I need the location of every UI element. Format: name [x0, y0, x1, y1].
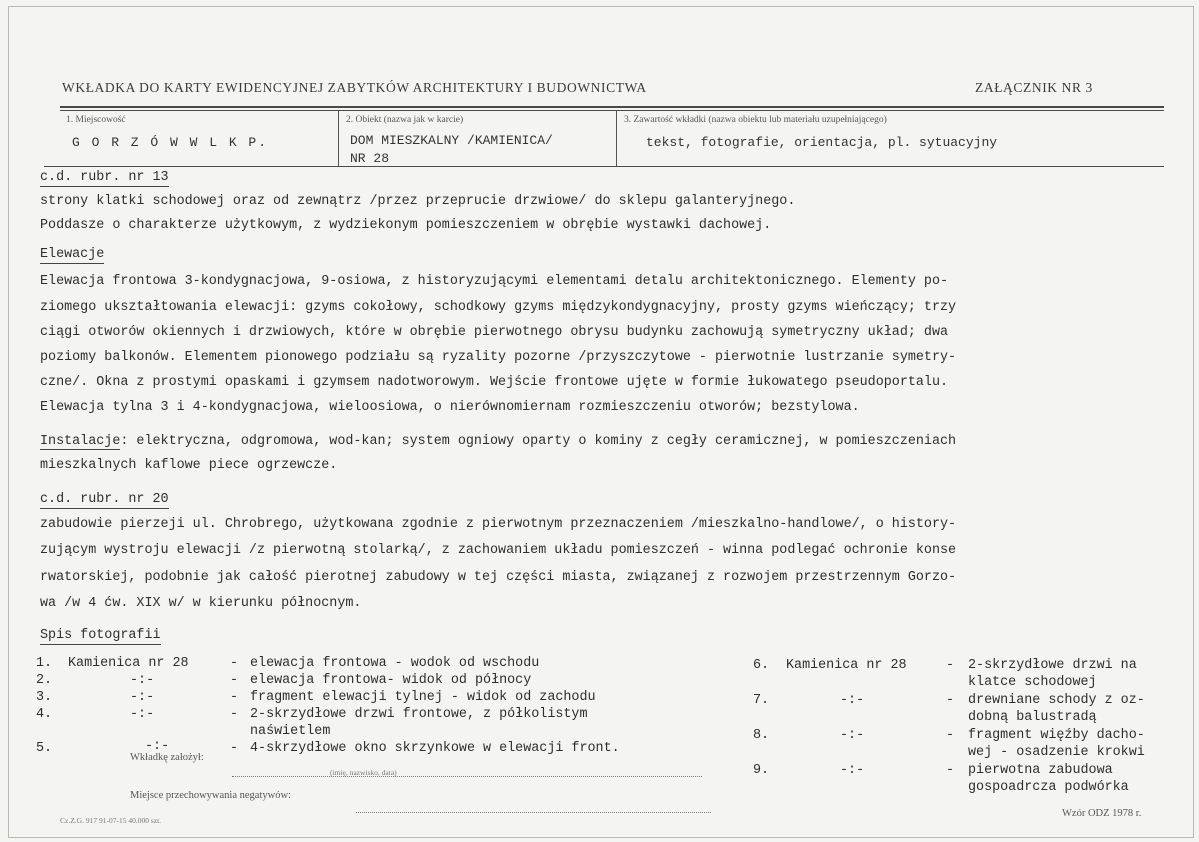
contents-label: 3. Zawartość wkładki (nazwa obiektu lub materiału uzupełniającego) — [624, 115, 887, 125]
instalacje-text: : elektryczna, odgromowa, wod-kan; system ogniowy oparty o kominy z cegły ceramicznej, w pomieszczeniach — [120, 434, 957, 449]
cd13-line-1: strony klatki schodowej oraz od zewnątrz /przez przeprucie drzwiowe/ do sklepu galanteryjnego. — [40, 194, 796, 209]
location-label: 1. Miejscowość — [66, 115, 126, 125]
photo-desc-cont: dobną balustradą — [968, 710, 1097, 725]
header-rule-top-thin — [60, 110, 1164, 111]
elewacje-line-5: czne/. Okna z prostymi opaskami i gzymsem nadotworowym. Wejście frontowe ujęte w formie łukowatego pseudoportalu. — [40, 375, 949, 390]
made-by-line — [232, 775, 702, 777]
photo-object: Kamienica nr 28 — [68, 656, 189, 671]
object-value-line1: DOM MIESZKALNY /KAMIENICA/ — [350, 133, 553, 148]
photo-desc: fragment elewacji tylnej - widok od zachodu — [250, 690, 596, 705]
photo-dash: - — [230, 673, 239, 688]
photo-desc-cont: klatce schodowej — [968, 675, 1097, 690]
section-cd-13: c.d. rubr. nr 13 — [40, 170, 169, 185]
print-code: Cz.Z.G. 917 91-07-15 40.000 szt. — [60, 816, 162, 825]
cd20-line-4: wa /w 4 ćw. XIX w/ w kierunku północnym. — [40, 596, 362, 611]
photo-object: Kamienica nr 28 — [786, 658, 907, 673]
photo-dash: - — [946, 728, 955, 743]
cd20-line-3: rwatorskiej, podobnie jak całość pierotnej zabudowy w tej części miasta, związanej z rozwojem przestrzennym Gorzo- — [40, 570, 957, 585]
negatives-line — [356, 811, 711, 813]
photo-object: -:- — [130, 707, 155, 722]
elewacje-line-1: Elewacja frontowa 3-kondygnacjowa, 9-osiowa, z historyzującymi elementami detalu architektonicznego. Elementy po- — [40, 274, 949, 289]
photo-num: 2. — [36, 673, 53, 688]
photo-desc: pierwotna zabudowa — [968, 763, 1113, 778]
elewacje-line-2: ziomego ukształtowania elewacji: gzyms cokołowy, schodkowy gzyms międzykondygnacyjny, prosty gzyms wieńczący; trzy — [40, 300, 957, 315]
header-rule-top — [60, 106, 1164, 108]
section-instalacje: Instalacje — [40, 434, 121, 449]
photo-desc-cont: wej - osadzenie krokwi — [968, 745, 1145, 760]
photo-dash: - — [946, 763, 955, 778]
photo-object: -:- — [840, 728, 865, 743]
negatives-label: Miejsce przechowywania negatywów: — [130, 790, 291, 801]
name-hint: (imię, nazwisko, data) — [330, 768, 397, 777]
location-value: G O R Z Ó W W L K P. — [72, 135, 269, 150]
photo-object: -:- — [130, 673, 155, 688]
photo-desc-cont: gospoadrcza podwórka — [968, 780, 1129, 795]
photo-num: 1. — [36, 656, 53, 671]
photo-dash: - — [230, 707, 239, 722]
form-model: Wzór ODZ 1978 r. — [1062, 808, 1142, 819]
photo-num: 7. — [753, 693, 770, 708]
section-cd-20: c.d. rubr. nr 20 — [40, 492, 169, 507]
photo-object: -:- — [840, 763, 865, 778]
photo-desc: drewniane schody z oz- — [968, 693, 1145, 708]
photo-dash: - — [946, 658, 955, 673]
photo-num: 9. — [753, 763, 770, 778]
elewacje-line-4: poziomy balkonów. Elementem pionowego podziału są ryzality pozorne /przyszczytowe - pierwotnie lustrzanie symetry- — [40, 350, 957, 365]
photo-object: -:- — [840, 693, 865, 708]
elewacje-line-3: ciągi otworów okiennych i drzwiowych, które w obrębie pierwotnego obrysu budynku zachowują symetryczny układ; dwa — [40, 325, 949, 340]
photo-num: 3. — [36, 690, 53, 705]
instalacje-line-1 — [40, 434, 956, 449]
photo-num: 5. — [36, 741, 53, 756]
cd20-line-1: zabudowie pierzeji ul. Chrobrego, użytkowana zgodnie z pierwotnym przeznaczeniem /mieszkalno-handlowe/, o history- — [40, 517, 957, 532]
photo-desc-cont: naświetlem — [250, 724, 331, 739]
photo-object: -:- — [145, 739, 170, 754]
cd20-line-2: zującym wystroju elewacji /z pierwotną stolarką/, z zachowaniem układu pomieszczeń - winna podlegać ochronie konse — [40, 543, 957, 558]
photo-desc: elewacja frontowa- widok od północy — [250, 673, 532, 688]
made-by-label: Wkładkę założył: — [130, 752, 204, 763]
photo-object: -:- — [130, 690, 155, 705]
elewacje-line-6: Elewacja tylna 3 i 4-kondygnacjowa, wieloosiowa, o nierównomiernam rozmieszczeniu otworów; bezstylowa. — [40, 400, 860, 415]
header-rule-bottom — [44, 166, 1164, 167]
photo-num: 6. — [753, 658, 770, 673]
photo-num: 4. — [36, 707, 53, 722]
photo-desc: 4-skrzydłowe okno skrzynkowe w elewacji front. — [250, 741, 620, 756]
photo-dash: - — [946, 693, 955, 708]
photo-desc: fragment więźby dacho- — [968, 728, 1145, 743]
photo-dash: - — [230, 656, 239, 671]
contents-value: tekst, fotografie, orientacja, pl. sytuacyjny — [646, 135, 998, 150]
photo-desc: 2-skrzydłowe drzwi frontowe, z półkolistym — [250, 707, 588, 722]
form-title: WKŁADKA DO KARTY EWIDENCYJNEJ ZABYTKÓW ARCHITEKTURY I BUDOWNICTWA — [62, 80, 647, 95]
attachment-number: ZAŁĄCZNIK NR 3 — [975, 80, 1093, 95]
section-spis-fotografii: Spis fotografii — [40, 628, 161, 643]
cd13-line-2: Poddasze o charakterze użytkowym, z wydziekonym pomieszczeniem w obrębie wystawki dachowej. — [40, 218, 772, 233]
instalacje-line-2: mieszkalnych kaflowe piece ogrzewcze. — [40, 458, 338, 473]
cell-divider-1 — [338, 110, 339, 166]
photo-num: 8. — [753, 728, 770, 743]
photo-dash: - — [230, 690, 239, 705]
cell-divider-2 — [616, 110, 617, 166]
photo-desc: 2-skrzydłowe drzwi na — [968, 658, 1137, 673]
object-value-line2: NR 28 — [350, 151, 390, 166]
photo-desc: elewacja frontowa - wodok od wschodu — [250, 656, 540, 671]
photo-dash: - — [230, 741, 239, 756]
object-label: 2. Obiekt (nazwa jak w karcie) — [346, 115, 464, 125]
section-elewacje: Elewacje — [40, 247, 105, 262]
